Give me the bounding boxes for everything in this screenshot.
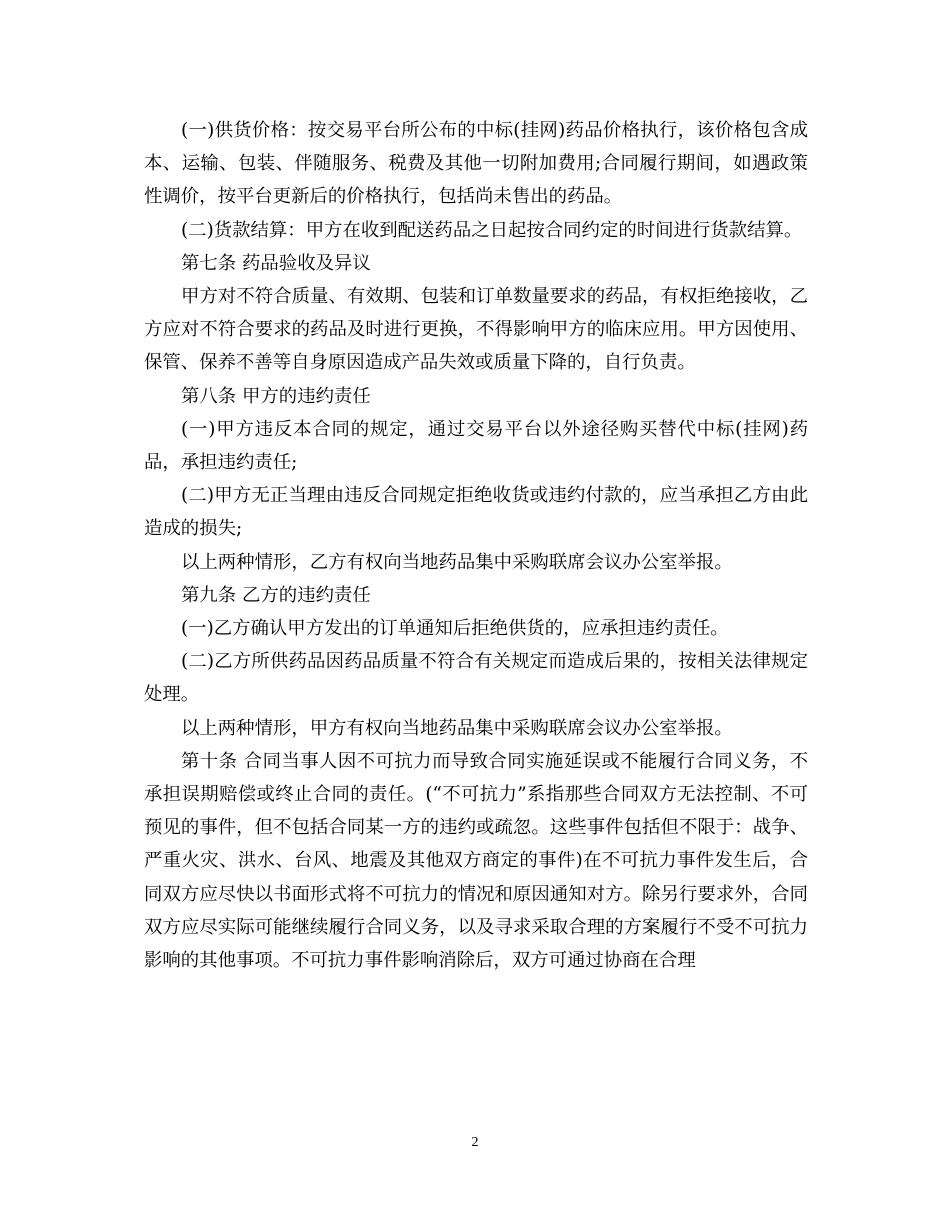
paragraph-party-b-report: 以上两种情形，乙方有权向当地药品集中采购联席会议办公室举报。 [181,551,733,573]
paragraph-party-a-breach-1: (一)甲方违反本合同的规定，通过交易平台以外途径购买替代中标(挂网)药品，承担违约责任; [144,418,808,474]
article-9-heading: 第九条 乙方的违约责任 [181,584,371,606]
paragraph-article-10-force-majeure: 第十条 合同当事人因不可抗力而导致合同实施延误或不能履行合同义务，不承担误期赔偿或终止合同的责任。(“不可抗力”系指那些合同双方无法控制、不可预见的事件，但不包括合同某一方的违约或疏忽。这些事件包括但不限于：战争、严重火灾、洪水、台风、地震及其他双方商定的事件)在不可抗力事件发生后，合同双方应尽快以书面形式将不可抗力的情况和原因通知对方。除另行要求外，合同双方应尽实际可能继续履行合同义务，以及寻求采取合理的方案履行不受不可抗力影响的其他事项。不可抗力事件影响消除后，双方可通过协商在合理 [144,750,808,972]
article-8-heading: 第八条 甲方的违约责任 [181,385,371,407]
page-number: 2 [471,1135,479,1150]
paragraph-acceptance: 甲方对不符合质量、有效期、包装和订单数量要求的药品，有权拒绝接收，乙方应对不符合要求的药品及时进行更换，不得影响甲方的临床应用。甲方因使用、保管、保养不善等自身原因造成产品失效或质量下降的，自行负责。 [144,286,808,374]
paragraph-party-a-report: 以上两种情形，甲方有权向当地药品集中采购联席会议办公室举报。 [181,717,733,739]
paragraph-supply-price: (一)供货价格：按交易平台所公布的中标(挂网)药品价格执行，该价格包含成本、运输、包装、伴随服务、税费及其他一切附加费用;合同履行期间，如遇政策性调价，按平台更新后的价格执行，包括尚未售出的药品。 [144,120,808,208]
paragraph-party-b-breach-2: (二)乙方所供药品因药品质量不符合有关规定而造成后果的，按相关法律规定处理。 [144,651,808,706]
document-body [144,114,808,977]
paragraph-party-a-breach-2: (二)甲方无正当理由违反合同规定拒绝收货或违约付款的，应当承担乙方由此造成的损失; [144,485,808,540]
article-7-heading: 第七条 药品验收及异议 [181,252,371,274]
paragraph-payment-settlement: (二)货款结算：甲方在收到配送药品之日起按合同约定的时间进行货款结算。 [181,219,803,241]
paragraph-party-b-breach-1: (一)乙方确认甲方发出的订单通知后拒绝供货的，应承担违约责任。 [181,618,729,640]
